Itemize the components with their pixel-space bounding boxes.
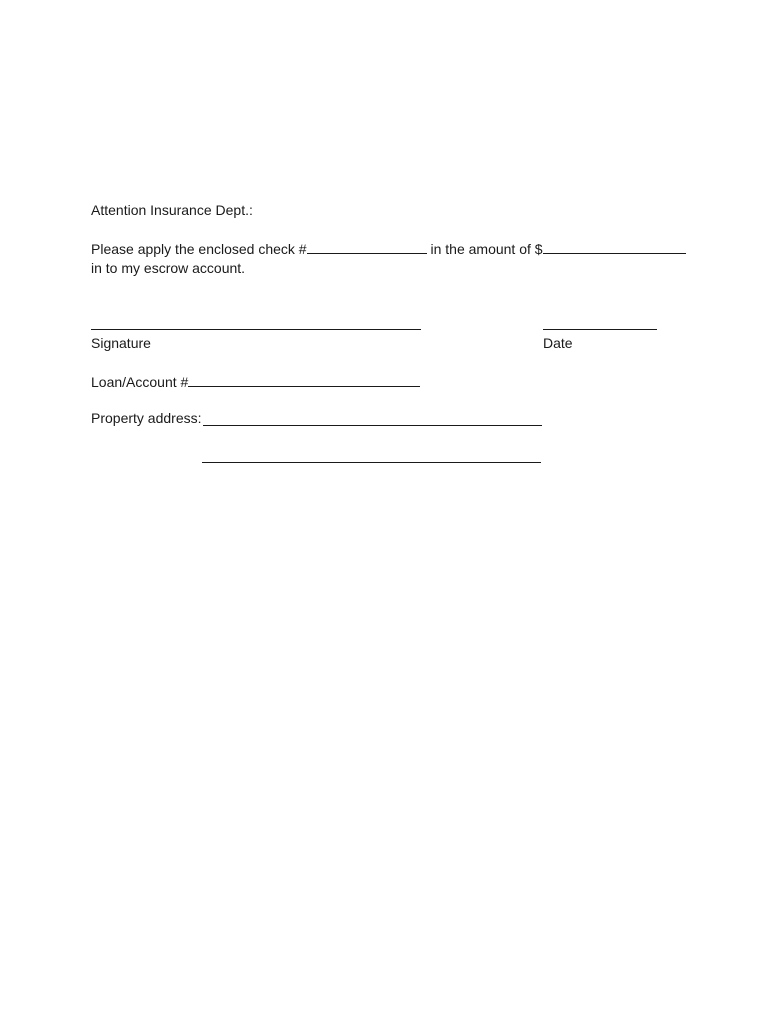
request-text-part2: in the amount of $ [430,241,543,257]
loan-account-field[interactable] [188,372,420,387]
amount-field[interactable] [543,239,686,254]
request-sentence-line1 [91,239,686,258]
request-text-part1: Please apply the enclosed check # [91,241,307,257]
property-address-field-line2[interactable] [202,462,541,463]
signature-field[interactable] [91,329,421,330]
loan-account-row [91,372,420,391]
check-number-field[interactable] [307,239,427,254]
attention-heading: Attention Insurance Dept.: [91,202,253,218]
property-address-field-line1[interactable] [203,425,542,426]
property-address-label: Property address: [91,410,202,426]
request-sentence-line2: in to my escrow account. [91,260,246,276]
signature-label: Signature [91,335,151,351]
date-label: Date [543,335,573,351]
date-field[interactable] [543,329,657,330]
loan-account-label: Loan/Account # [91,374,189,390]
